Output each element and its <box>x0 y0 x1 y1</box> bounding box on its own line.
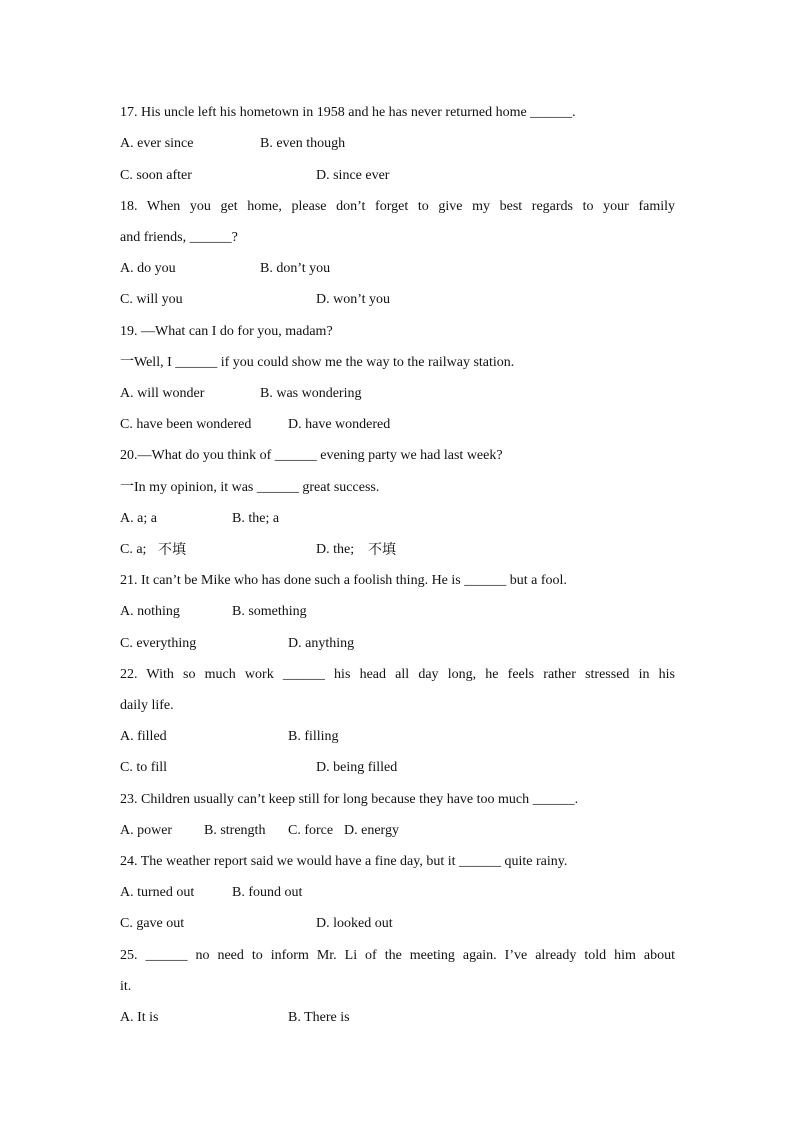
question-19-options-row-2 <box>120 415 675 435</box>
question-17-options-row-2 <box>120 166 675 186</box>
question-21-options-row-2 <box>120 634 675 654</box>
question-18-text-line-1: 18. When you get home, please don’t forget to give my best regards to your family <box>120 199 675 214</box>
option-a: A. power <box>120 823 173 838</box>
question-22-options-row-1 <box>120 727 675 747</box>
option-c: C. will you <box>120 292 183 307</box>
option-d-label: D. the; <box>316 542 355 557</box>
option-c: C. gave out <box>120 916 185 931</box>
option-b: B. strength <box>204 823 266 838</box>
question-22-text-line-1: 22. With so much work ______ his head all day long, he feels rather stressed in his <box>120 667 675 682</box>
question-17-options-row-1 <box>120 134 675 154</box>
option-c-label: C. a; <box>120 542 147 557</box>
question-19-text-line-1: 19. —What can I do for you, madam? <box>120 324 333 339</box>
question-20-options-row-2 <box>120 540 675 560</box>
option-a: A. It is <box>120 1010 159 1025</box>
option-b: B. something <box>232 604 307 619</box>
question-25-text-line-1: 25. ______ no need to inform Mr. Li of the meeting again. I’ve already told him about <box>120 948 675 963</box>
question-21-options-row-1 <box>120 602 675 622</box>
option-b: B. filling <box>288 729 339 744</box>
question-20-options-row-1 <box>120 509 675 529</box>
option-c: C. soon after <box>120 168 192 183</box>
question-23-text: 23. Children usually can’t keep still for long because they have too much ______. <box>120 792 579 807</box>
question-25-text-line-2: it. <box>120 979 132 994</box>
option-c: C. everything <box>120 636 197 651</box>
option-c: C. have been wondered <box>120 417 252 432</box>
question-24-options-row-1 <box>120 883 675 903</box>
option-b: B. even though <box>260 136 346 151</box>
option-b: B. was wondering <box>260 386 362 401</box>
question-25-options-row-1 <box>120 1008 675 1028</box>
question-18-options-row-1 <box>120 259 675 279</box>
option-a: A. filled <box>120 729 167 744</box>
question-21-text: 21. It can’t be Mike who has done such a foolish thing. He is ______ but a fool. <box>120 573 567 588</box>
question-17-text: 17. His uncle left his hometown in 1958 and he has never returned home ______. <box>120 105 576 120</box>
question-22-text-line-2: daily life. <box>120 698 174 713</box>
option-d: D. have wondered <box>288 417 391 432</box>
question-24-text: 24. The weather report said we would have a fine day, but it ______ quite rainy. <box>120 854 568 869</box>
option-a: A. turned out <box>120 885 195 900</box>
option-a: A. a; a <box>120 511 157 526</box>
question-23-options-row-1 <box>120 821 675 841</box>
option-d-blank-text: 不填 <box>368 542 396 558</box>
option-d: D. looked out <box>316 916 393 931</box>
option-a: A. do you <box>120 261 176 276</box>
option-b: B. don’t you <box>260 261 331 276</box>
question-19-options-row-1 <box>120 384 675 404</box>
question-19-text-line-2: 一Well, I ______ if you could show me the way to the railway station. <box>120 355 515 370</box>
option-b: B. the; a <box>232 511 280 526</box>
option-d: D. being filled <box>316 760 398 775</box>
option-b: B. found out <box>232 885 303 900</box>
option-d: D. since ever <box>316 168 390 183</box>
option-a: A. nothing <box>120 604 180 619</box>
question-20-text-line-2: 一In my opinion, it was ______ great success. <box>120 480 380 495</box>
option-b: B. There is <box>288 1010 350 1025</box>
question-24-options-row-2 <box>120 914 675 934</box>
option-d: D. won’t you <box>316 292 391 307</box>
option-a: A. will wonder <box>120 386 205 401</box>
question-18-options-row-2 <box>120 290 675 310</box>
option-c-blank-text: 不填 <box>158 542 186 558</box>
question-20-text-line-1: 20.—What do you think of ______ evening party we had last week? <box>120 448 503 463</box>
question-22-options-row-2 <box>120 758 675 778</box>
question-18-text-line-2: and friends, ______? <box>120 230 238 245</box>
option-d: D. energy <box>344 823 399 838</box>
option-c: C. to fill <box>120 760 168 775</box>
option-c: C. force <box>288 823 334 838</box>
option-d: D. anything <box>288 636 355 651</box>
option-a: A. ever since <box>120 136 194 151</box>
